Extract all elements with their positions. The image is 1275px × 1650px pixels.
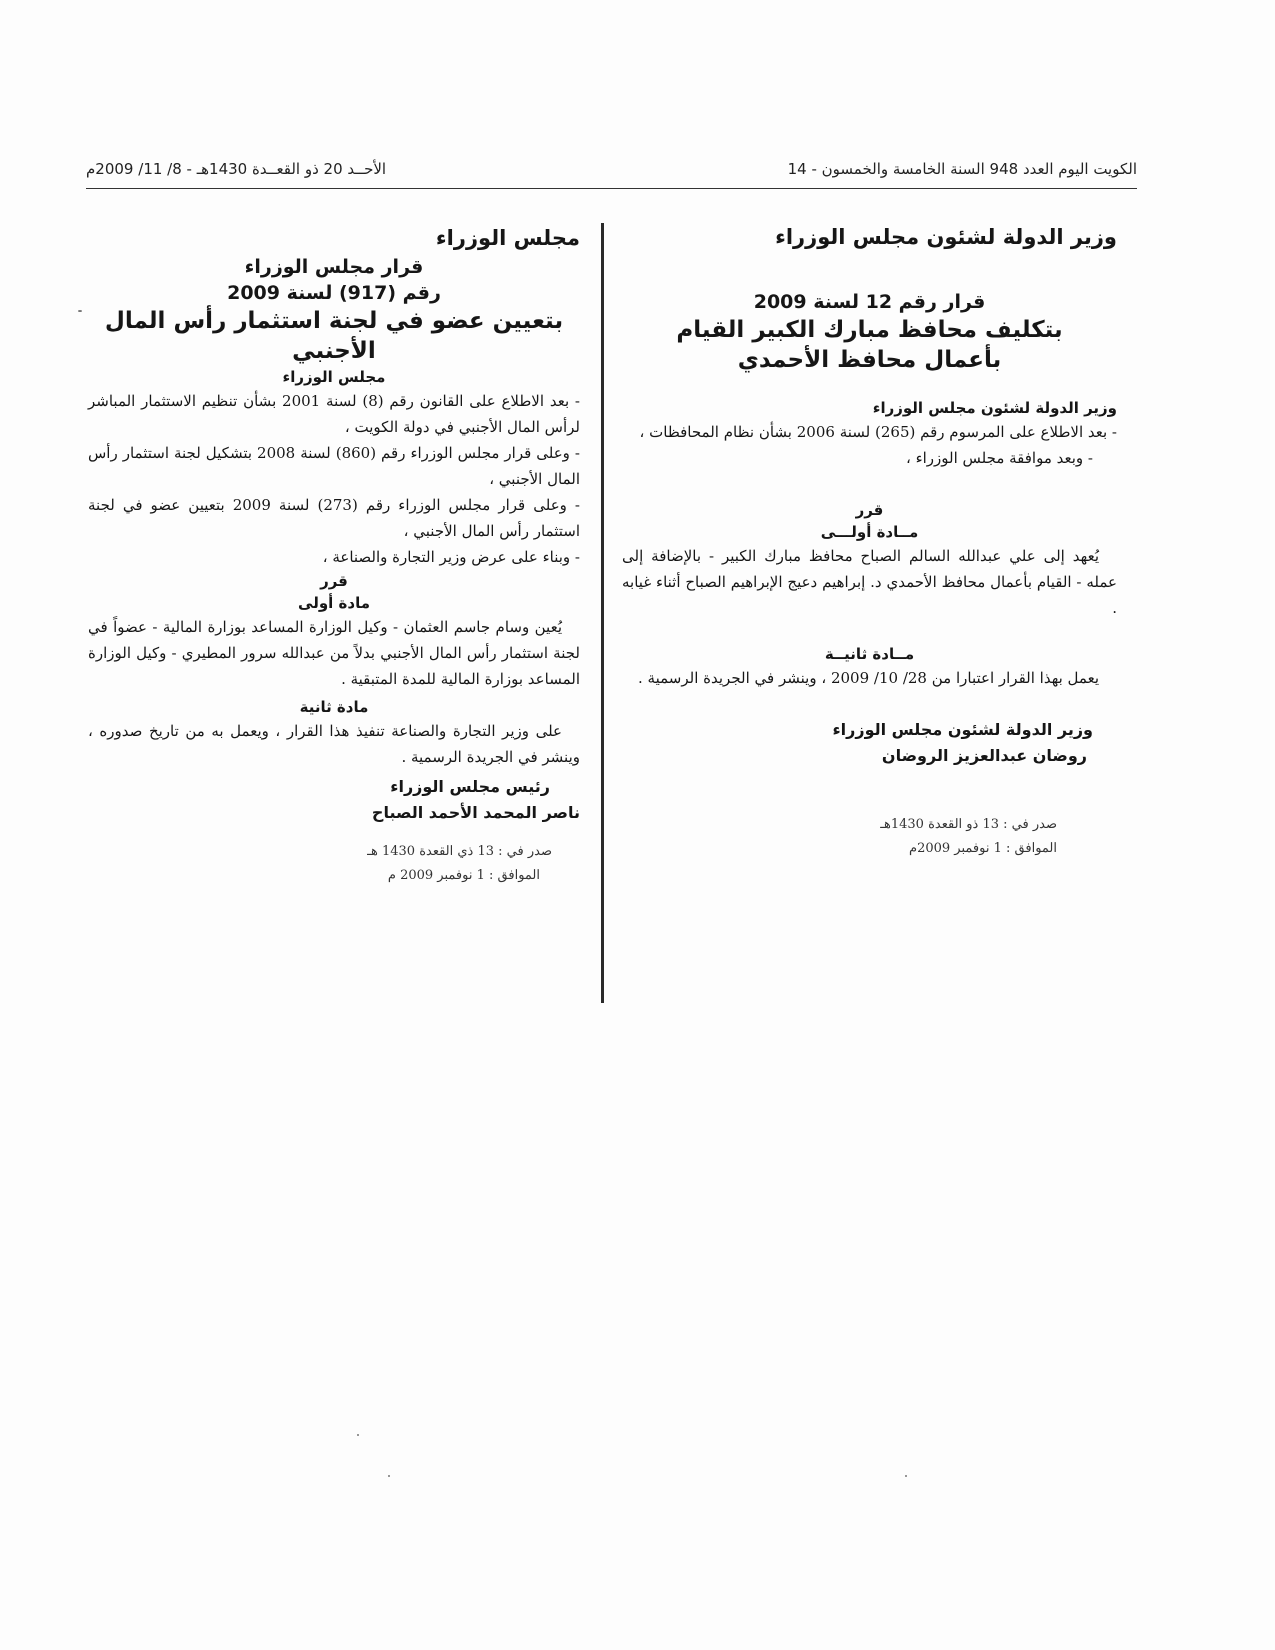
left-article2-text: على وزير التجارة والصناعة تنفيذ هذا القرار ، ويعمل به من تاريخ صدوره ، وينشر في الجريدة الرسمية . (88, 722, 580, 766)
left-decree-subject: بتعيين عضو في لجنة استثمار رأس المال الأجنبي (104, 308, 564, 364)
right-signature-name: روضان عبدالعزيز الروضان (881, 746, 1087, 765)
left-issued-gregorian: الموافق : 1 نوفمبر 2009 م (387, 868, 540, 883)
left-issuer: مجلس الوزراء (282, 368, 386, 386)
right-article2-text: يعمل بهذا القرار اعتبارا من 28/ 10/ 2009 ، وينشر في الجريدة الرسمية . (638, 669, 1099, 687)
right-preamble-2: - وبعد موافقة مجلس الوزراء ، (905, 449, 1093, 467)
left-article1-text: يُعين وسام جاسم العثمان - وكيل الوزارة المساعد بوزارة المالية - عضواً في لجنة استثمار رأس المال الأجنبي بدلاً من عبدالله سرور المطيري - وكيل الوزارة المساعد بوزارة المالية للمدة المتبقية . (88, 618, 580, 688)
right-article1-title: مــادة أولـــى (820, 523, 919, 541)
right-section-title: وزير الدولة لشئون مجلس الوزراء (775, 225, 1117, 249)
left-issued-hijri: صدر في : 13 ذي القعدة 1430 هـ (367, 844, 552, 859)
left-preamble-4: - وبناء على عرض وزير التجارة والصناعة ، (322, 548, 580, 566)
scan-speck (905, 1475, 907, 1477)
left-article2-title: مادة ثانية (299, 698, 369, 716)
right-article2-title: مــادة ثانيــة (824, 645, 915, 663)
right-signature-title: وزير الدولة لشئون مجلس الوزراء (832, 720, 1093, 739)
left-decree-title: قرار مجلس الوزراء (244, 256, 424, 278)
right-issued-gregorian: الموافق : 1 نوفمبر 2009م (909, 841, 1057, 856)
header-issue-info: الكويت اليوم العدد 948 السنة الخامسة والخمسون - 14 (787, 160, 1137, 178)
header-rule (86, 188, 1137, 189)
scan-speck (388, 1475, 390, 1477)
right-article1-text: يُعهد إلى علي عبدالله السالم الصباح محافظ مبارك الكبير - بالإضافة إلى عمله - القيام بأعمال محافظ الأحمدي د. إبراهيم دعيج الإبراهيم الصباح أثناء غيابه . (622, 547, 1117, 617)
right-decided: قرر (855, 501, 884, 519)
left-signature-name: ناصر المحمد الأحمد الصباح (371, 803, 580, 822)
right-issuer: وزير الدولة لشئون مجلس الوزراء (872, 399, 1117, 417)
left-preamble-2: - وعلى قرار مجلس الوزراء رقم (860) لسنة 2008 بتشكيل لجنة استثمار رأس المال الأجنبي ، (88, 444, 580, 488)
scan-speck (78, 310, 82, 312)
left-decree-number: رقم (917) لسنة 2009 (227, 282, 441, 304)
right-decree-subject: بتكليف محافظ مبارك الكبير القيام بأعمال محافظ الأحمدي (676, 317, 1063, 373)
scan-speck (357, 1434, 359, 1436)
column-divider (601, 223, 604, 1003)
header-date: الأحــد 20 ذو القعــدة 1430هـ - 8/ 11/ 2009م (86, 160, 387, 178)
left-preamble-1: - بعد الاطلاع على القانون رقم (8) لسنة 2001 بشأن تنظيم الاستثمار المباشر لرأس المال الأجنبي في دولة الكويت ، (88, 392, 580, 436)
right-preamble-1: - بعد الاطلاع على المرسوم رقم (265) لسنة 2006 بشأن نظام المحافظات ، (639, 423, 1117, 441)
left-section-title: مجلس الوزراء (435, 226, 580, 250)
right-issued-hijri: صدر في : 13 ذو القعدة 1430هـ (880, 817, 1057, 832)
left-article1-title: مادة أولى (298, 594, 370, 612)
right-column (622, 225, 1117, 861)
left-preamble-3: - وعلى قرار مجلس الوزراء رقم (273) لسنة 2009 بتعيين عضو في لجنة استثمار رأس المال الأجنبي ، (88, 496, 580, 540)
left-column (88, 226, 580, 888)
left-decided: قرر (320, 572, 348, 590)
left-signature-title: رئيس مجلس الوزراء (390, 777, 550, 796)
right-decree-number: قرار رقم 12 لسنة 2009 (753, 291, 986, 313)
